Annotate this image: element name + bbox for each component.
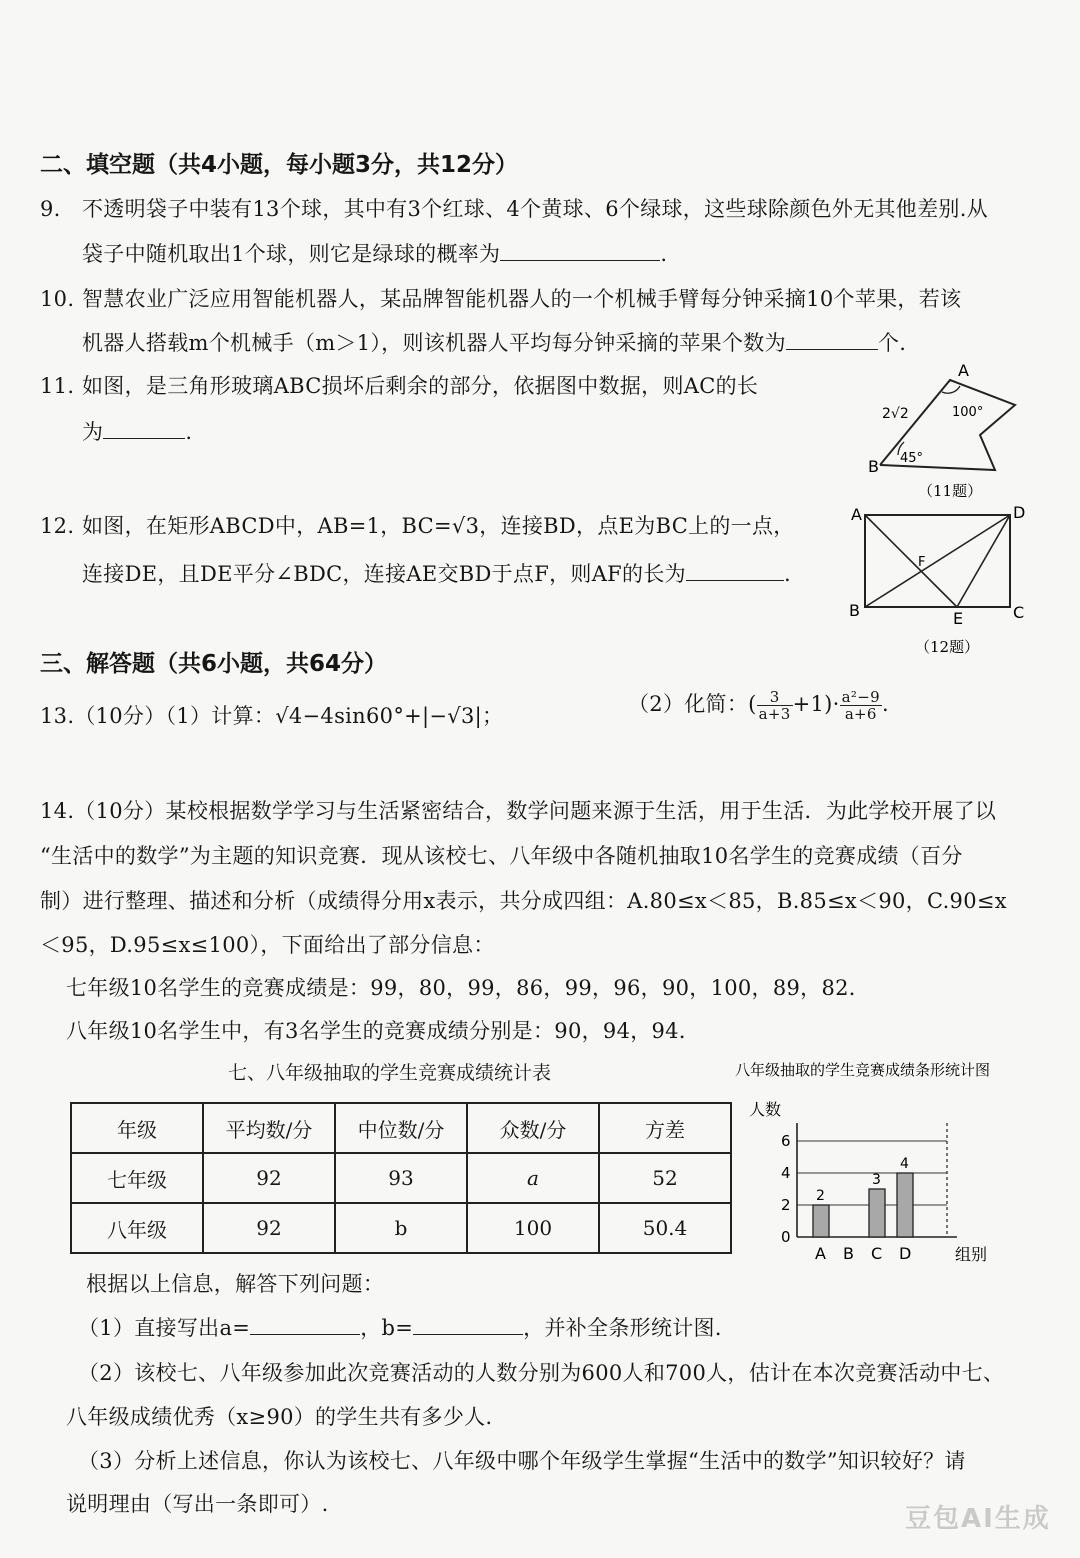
question-text: ，并补全条形统计图． <box>523 1316 737 1340</box>
chart-title: 八年级抽取的学生竞赛成绩条形统计图 <box>735 1061 991 1079</box>
answer-blank-a[interactable] <box>250 1314 360 1335</box>
question-10-line-1 <box>40 283 961 313</box>
x-tick-label: D <box>899 1244 912 1263</box>
vertex-d-label: D <box>1013 503 1026 522</box>
data-label: 4 <box>900 1156 909 1172</box>
table-cell: 92 <box>203 1153 335 1203</box>
question-text: （1）直接写出a= <box>78 1316 251 1340</box>
question-text: 智慧农业广泛应用智能机器人，某品牌智能机器人的一个机械手臂每分钟采摘10个苹果，若该 <box>82 287 962 311</box>
fraction-1: $\frac{3}{a+3}$ <box>758 687 791 723</box>
question-14-line-2: “生活中的数学”为主题的知识竞赛．现从该校七、八年级中各随机抽取10名学生的竞赛成绩（百分 <box>40 844 963 868</box>
stats-table <box>70 1102 732 1254</box>
side-length-label: 2√2 <box>882 406 909 422</box>
vertex-b-label: B <box>849 601 860 620</box>
grade8-bar-chart <box>735 1055 1055 1275</box>
table-cell: 93 <box>335 1153 467 1203</box>
watermark: 豆包AI生成 <box>905 1504 1051 1534</box>
table-cell: 七年级 <box>71 1153 203 1203</box>
point-e-label: E <box>953 609 964 628</box>
question-14-sub-2-line-2: 八年级成绩优秀（x≥90）的学生共有多少人． <box>66 1405 507 1429</box>
x-tick-label: A <box>815 1244 826 1263</box>
question-number: 12. <box>40 514 75 538</box>
answer-blank[interactable] <box>500 240 660 261</box>
point-f-label: F <box>918 555 926 570</box>
question-14-line-6: 八年级10名学生中，有3名学生的竞赛成绩分别是：90，94，94． <box>66 1019 701 1043</box>
question-11-line-1 <box>40 370 758 400</box>
table-header-cell: 众数/分 <box>467 1103 599 1153</box>
vertex-b-label: B <box>868 457 879 476</box>
figure-11-broken-triangle <box>860 360 1040 505</box>
section-3-heading: 三、解答题（共6小题，共64分） <box>40 651 388 677</box>
table-header-cell: 方差 <box>599 1103 731 1153</box>
question-14-line-1: 14.（10分）某校根据数学学习与生活紧密结合，数学问题来源于生活，用于生活．为此学校开展了以 <box>40 799 997 823</box>
table-cell: b <box>335 1203 467 1253</box>
vertex-a-label: A <box>958 361 969 380</box>
angle-a-label: 100° <box>952 405 984 420</box>
angle-b-label: 45° <box>900 451 924 466</box>
question-14-sub-1 <box>78 1312 736 1342</box>
question-12-line-2 <box>82 558 791 588</box>
question-text: 如图，是三角形玻璃ABC损坏后剩余的部分，依据图中数据，则AC的长 <box>82 374 759 398</box>
question-text: （10分）（1）计算：√4−4sin60°+|−√3|； <box>74 704 504 728</box>
table-cell: a <box>467 1153 599 1203</box>
y-tick-label: 6 <box>781 1132 791 1150</box>
question-text: 如图，在矩形ABCD中，AB=1，BC=√3，连接BD，点E为BC上的一点， <box>82 514 795 538</box>
question-end: . <box>881 692 889 716</box>
question-text: ，b= <box>360 1316 414 1340</box>
question-14-sub-3-line-1: （3）分析上述信息，你认为该校七、八年级中哪个年级学生掌握“生活中的数学”知识较好？请 <box>78 1449 966 1473</box>
question-9-line-1 <box>40 193 988 223</box>
question-9-line-2 <box>82 238 667 268</box>
answer-blank[interactable] <box>686 560 784 581</box>
question-14-line-3: 制）进行整理、描述和分析（成绩得分用x表示，共分成四组：A.80≤x＜85，B.85≤x＜90，C.90≤x <box>40 889 1007 913</box>
table-title: 七、八年级抽取的学生竞赛成绩统计表 <box>228 1062 552 1084</box>
question-text: 不透明袋子中装有13个球，其中有3个红球、4个黄球、6个绿球，这些球除颜色外无其他差别.从 <box>82 197 988 221</box>
answer-blank-b[interactable] <box>413 1314 523 1335</box>
figure-caption: （11题） <box>918 482 983 500</box>
table-cell: 92 <box>203 1203 335 1253</box>
x-tick-label: C <box>871 1244 883 1263</box>
table-header-cell: 中位数/分 <box>335 1103 467 1153</box>
question-10-line-2 <box>82 327 906 357</box>
segment-bd <box>865 515 1010 607</box>
answer-blank[interactable] <box>786 329 878 350</box>
question-14-ask: 根据以上信息，解答下列问题： <box>86 1272 385 1296</box>
question-14-sub-2-line-1: （2）该校七、八年级参加此次竞赛活动的人数分别为600人和700人，估计在本次竞赛活动中七、 <box>78 1361 1005 1385</box>
question-number: 13. <box>40 704 75 728</box>
chart-ylabel: 人数 <box>749 1100 782 1119</box>
question-11-line-2 <box>82 416 192 446</box>
question-text: 连接DE，且DE平分∠BDC，连接AE交BD于点F，则AF的长为 <box>82 562 686 586</box>
question-text: （2）化简：( <box>628 692 757 716</box>
y-tick-label: 0 <box>781 1228 791 1246</box>
fraction-2: $\frac{\text{a²−9}}{a+6}$ <box>841 687 880 723</box>
y-tick-label: 2 <box>781 1196 791 1214</box>
question-13-part-1 <box>40 700 503 730</box>
figure-caption: （12题） <box>915 638 980 656</box>
question-end: . <box>185 420 193 444</box>
y-tick-label: 4 <box>781 1164 791 1182</box>
table-cell: 52 <box>599 1153 731 1203</box>
question-end: . <box>783 562 791 586</box>
data-label: 2 <box>816 1188 825 1204</box>
table-row <box>71 1203 731 1253</box>
question-number: 9. <box>40 197 61 221</box>
question-text: 为 <box>82 420 104 444</box>
data-label: 3 <box>872 1172 881 1188</box>
question-14-line-5: 七年级10名学生的竞赛成绩是：99，80，99，86，99，96，90，100，89，82． <box>66 976 871 1000</box>
chart-xlabel: 组别 <box>955 1245 988 1264</box>
bar-A <box>813 1205 829 1237</box>
question-number: 11. <box>40 374 75 398</box>
question-12-line-1 <box>40 510 795 540</box>
question-end: . <box>660 242 668 266</box>
question-text: 袋子中随机取出1个球，则它是绿球的概率为 <box>82 242 501 266</box>
table-header-row <box>71 1103 731 1153</box>
table-header-cell: 年级 <box>71 1103 203 1153</box>
x-tick-label: B <box>843 1244 854 1263</box>
table-header-cell: 平均数/分 <box>203 1103 335 1153</box>
segment-ae <box>865 515 957 607</box>
table-cell: 八年级 <box>71 1203 203 1253</box>
question-text: 机器人搭载m个机械手（m＞1），则该机器人平均每分钟采摘的苹果个数为 <box>82 331 786 355</box>
question-text: +1)· <box>792 692 840 716</box>
question-14-line-4: ＜95，D.95≤x≤100），下面给出了部分信息： <box>40 933 495 957</box>
vertex-c-label: C <box>1013 603 1025 622</box>
bar-D <box>897 1173 913 1237</box>
table-cell: 50.4 <box>599 1203 731 1253</box>
table-cell: 100 <box>467 1203 599 1253</box>
segment-de <box>957 515 1010 607</box>
answer-blank[interactable] <box>103 418 185 439</box>
figure-12-rectangle <box>845 500 1040 660</box>
question-end: 个. <box>877 331 907 355</box>
chart-marks <box>813 1156 913 1263</box>
bar-C <box>869 1189 885 1237</box>
section-2-heading: 二、填空题（共4小题，每小题3分，共12分） <box>40 152 519 178</box>
question-number: 10. <box>40 287 75 311</box>
table-row <box>71 1153 731 1203</box>
vertex-a-label: A <box>851 505 862 524</box>
question-13-part-2 <box>628 688 889 723</box>
question-14-sub-3-line-2: 说明理由（写出一条即可）. <box>66 1492 329 1516</box>
